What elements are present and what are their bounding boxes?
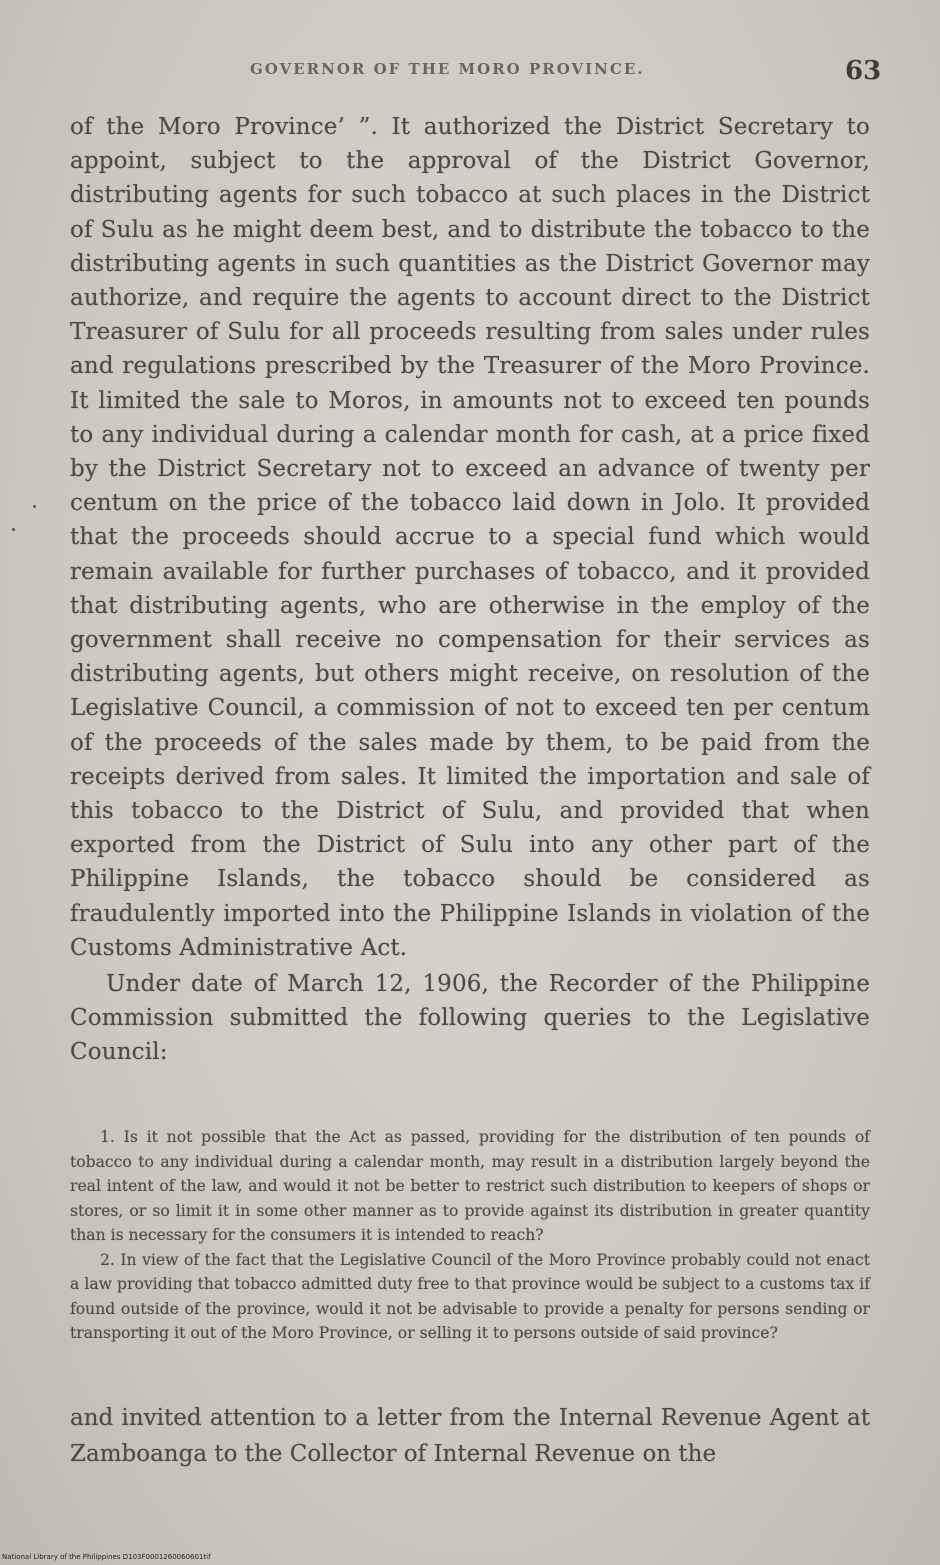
page-number: 63: [845, 56, 882, 86]
query-2: 2. In view of the fact that the Legislative Council of the Moro Province probably could not enact a law providing that tobacco admitted duty free to that province would be subject to a customs tax if found outside of the province, would it not be advisable to provide a penalty for persons sending or transporting it out of the Moro Province, or selling it to persons outside of said province?: [70, 1250, 870, 1342]
stray-mark: [12, 528, 15, 531]
query-1: 1. Is it not possible that the Act as passed, providing for the distribution of ten pounds of tobacco to any individual during a calendar month, may result in a distribution largely beyond the real intent of the law, and would it not be better to restrict such distribution to keepers of shops or stores, or so limit it in some other manner as to provide against its distribution in greater quantity than is necessary for the consumers it is intended to reach?: [70, 1128, 870, 1244]
running-head: GOVERNOR OF THE MORO PROVINCE.: [250, 60, 645, 78]
quoted-queries: [70, 1125, 870, 1346]
body-text: [70, 110, 870, 1070]
page-header: [0, 54, 940, 94]
stray-mark: [33, 505, 36, 508]
paragraph-recorder-queries: Under date of March 12, 1906, the Recorder of the Philippine Commission submitted the following queries to the Legislative Council:: [70, 971, 870, 1066]
paragraph-invited-attention: and invited attention to a letter from the Internal Revenue Agent at Zamboanga to the Collector of Internal Revenue on the: [70, 1405, 870, 1467]
paragraph-continued: of the Moro Province’ ”. It authorized the District Secretary to appoint, subject to the approval of the District Governor, distributing agents for such tobacco at such places in the District of Sulu as he might deem best, and to distribute the tobacco to the distributing agents in such quantities as the District Governor may authorize, and require the agents to account direct to the District Treasurer of Sulu for all proceeds resulting from sales under rules and regulations prescribed by the Treasurer of the Moro Province. It limited the sale to Moros, in amounts not to exceed ten pounds to any individual during a calendar month for cash, at a price fixed by the District Secretary not to exceed an advance of twenty per centum on the price of the tobacco laid down in Jolo. It provided that the proceeds should accrue to a special fund which would remain available for further purchases of tobacco, and it provided that distributing agents, who are otherwise in the employ of the government shall receive no compensation for their services as distributing agents, but others might receive, on resolution of the Legislative Council, a commission of not to exceed ten per centum of the proceeds of the sales made by them, to be paid from the receipts derived from sales. It limited the importation and sale of this tobacco to the District of Sulu, and provided that when exported from the District of Sulu into any other part of the Philippine Islands, the tobacco should be considered as fraudulently imported into the Philippine Islands in violation of the Customs Administrative Act.: [70, 114, 870, 961]
paragraph-continuation: [70, 1400, 870, 1472]
scan-credit: National Library of the Philippines D103F0001260060601tif: [2, 1553, 211, 1561]
